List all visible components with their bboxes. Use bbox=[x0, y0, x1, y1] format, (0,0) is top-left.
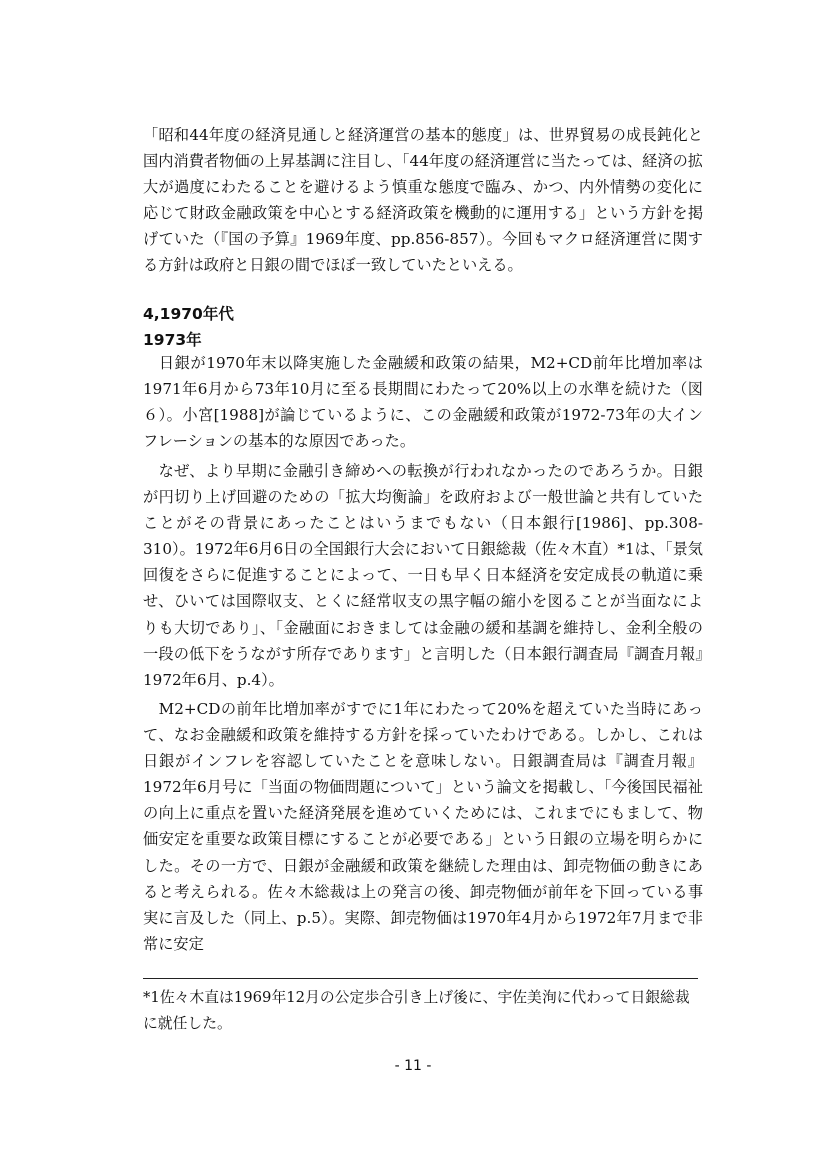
section-heading: 4,1970年代 bbox=[143, 305, 234, 323]
paragraph-inflation-stance: M2+CDの前年比増加率がすでに1年にわたって20%を超えていた当時にあって、なお金融緩和政策を維持する方針を採っていたわけである。しかし、これは日銀がインフレを容認していたことを意味しない。日銀調査局は『調査月報』1972年6月号に「当面の物価問題について」という論文を掲載し、「今後国民福祉の向上に重点を置いた経済発展を進めていくためには、これまでにもまして、物価安定を重要な政策目標にすることが必要である」という日銀の立場を明らかにした。その一方で、日銀が金融緩和政策を継続した理由は、卸売物価の動きにあると考えられる。佐々木総裁は上の発言の後、卸売物価が前年を下回っている事実に言及した（同上、p.5）。実際、卸売物価は1970年4月から1972年7月まで非常に安定 bbox=[143, 700, 703, 953]
sub-heading: 1973年 bbox=[143, 331, 202, 349]
footnote: *1佐々木直は1969年12月の公定歩合引き上げ後に、宇佐美洵に代わって日銀総裁に就任した。 bbox=[143, 989, 690, 1032]
footnote-divider bbox=[143, 978, 698, 979]
paragraph-why-no-tightening: なぜ、より早期に金融引き締めへの転換が行われなかったのであろうか。日銀が円切り上げ回避のための「拡大均衡論」を政府および一般世論と共有していたことがその背景にあったことはいうまでもない（日本銀行[1986]、pp.308-310）。1972年6月6日の全国銀行大会において日銀総裁（佐々木直）*1は、「景気回復をさらに促進することによって、一日も早く日本経済を安定成長の軌道に乗せ、ひいては国際収支、とくに経常収支の黒字幅の縮小を図ることが当面なによりも大切であり」、「金融面におきましては金融の緩和基調を維持し、金利全般の一段の低下をうながす所存であります」と言明した（日本銀行調査局『調査月報』1972年6月、p.4）。 bbox=[143, 462, 703, 689]
page-number: - 11 - bbox=[394, 1058, 432, 1074]
paragraph-monetary-easing: 日銀が1970年末以降実施した金融緩和政策の結果，M2+CD前年比増加率は1971年6月から73年10月に至る長期間にわたって20%以上の水準を続けた（図６）。小宮[1988]が論じているように、この金融緩和政策が1972-73年の大インフレーションの基本的な原因であった。 bbox=[143, 354, 703, 451]
paragraph-1969-policy: 「昭和44年度の経済見通しと経済運営の基本的態度」は、世界貿易の成長鈍化と国内消費者物価の上昇基調に注目し、「44年度の経済運営に当たっては、経済の拡大が過度にわたることを避けるよう慎重な態度で臨み、かつ、内外情勢の変化に応じて財政金融政策を中心とする経済政策を機動的に運用する」という方針を掲げていた（『国の予算』1969年度、pp.856-857）。今回もマクロ経済運営に関する方針は政府と日銀の間でほぼ一致していたといえる。 bbox=[143, 126, 703, 275]
